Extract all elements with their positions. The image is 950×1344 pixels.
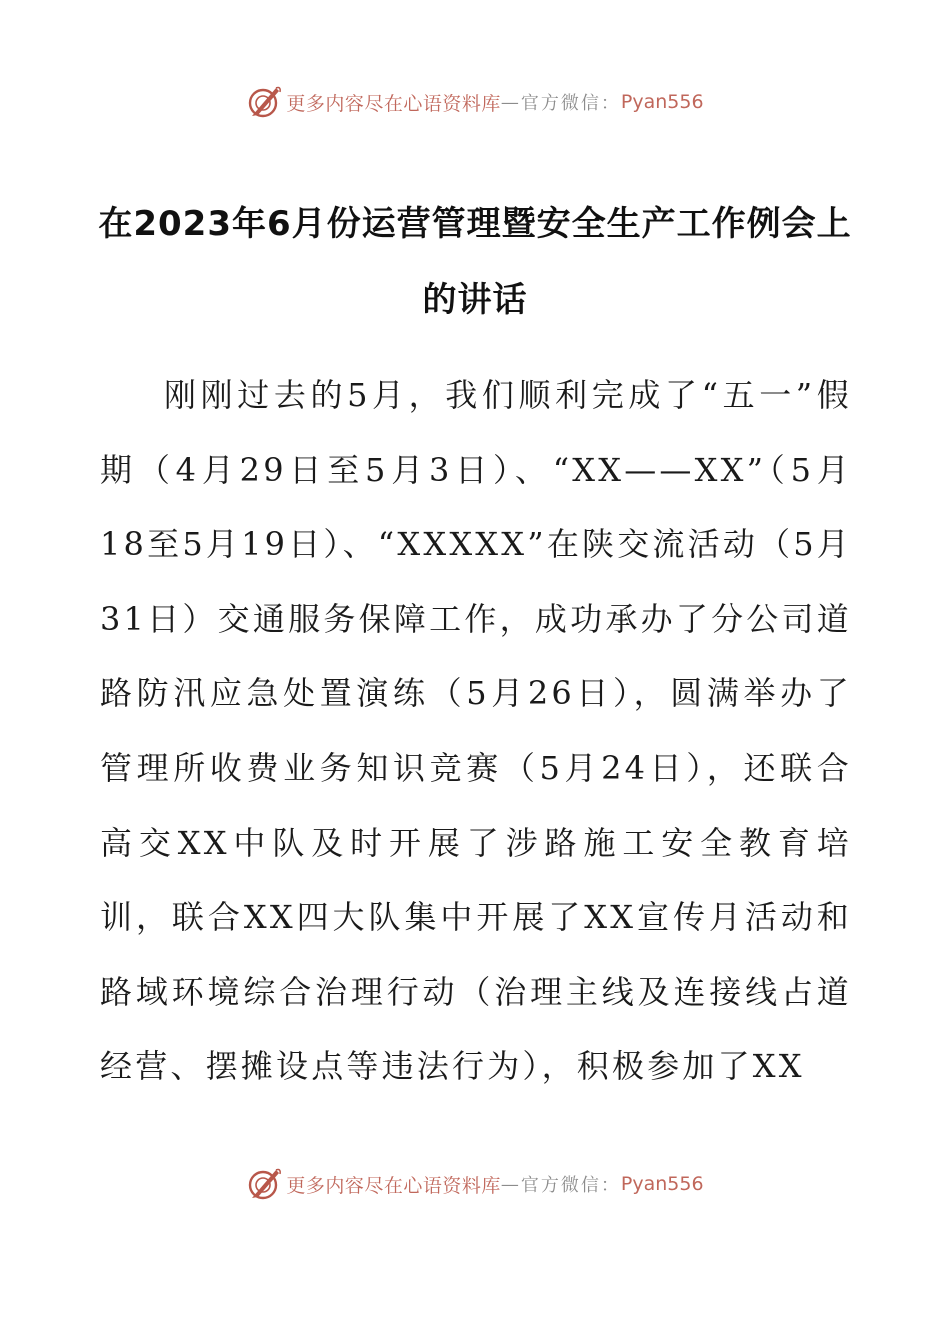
body-paragraph: 刚刚过去的5月，我们顺利完成了“五一”假期（4月29日至5月3日）、“XX——XX”（5月18至5月19日）、“XXXXX”在陕交流活动（5月31日）交通服务保障工作，成功承办了分公司道路防汛应急处置演练（5月26日），圆满举办了管理所收费业务知识竞赛（5月24日），还联合高交XX中队及时开展了涉路施工安全教育培训，联合XX四大队集中开展了XX宣传月活动和路域环境综合治理行动（治理主线及连接线占道经营、摆摊设点等违法行为），积极参加了XX bbox=[100, 376, 852, 1086]
watermark-site-text: 更多内容尽在心语资料库 bbox=[286, 1174, 501, 1197]
quill-logo-icon bbox=[246, 1166, 282, 1202]
watermark-wechat-id: Pyan556 bbox=[620, 91, 704, 113]
watermark-label: 官方微信： bbox=[520, 93, 621, 114]
watermark-site-text: 更多内容尽在心语资料库 bbox=[286, 92, 501, 115]
document-title: 在2023年6月份运营管理暨安全生产工作例会上的讲话 bbox=[98, 204, 852, 320]
header-watermark bbox=[0, 80, 950, 124]
watermark-dash: — bbox=[500, 91, 521, 113]
watermark-wechat-id: Pyan556 bbox=[620, 1173, 704, 1195]
watermark-label: 官方微信： bbox=[520, 1175, 621, 1196]
quill-logo-icon bbox=[246, 84, 282, 120]
watermark-dash: — bbox=[500, 1173, 521, 1195]
footer-watermark bbox=[0, 1162, 950, 1206]
